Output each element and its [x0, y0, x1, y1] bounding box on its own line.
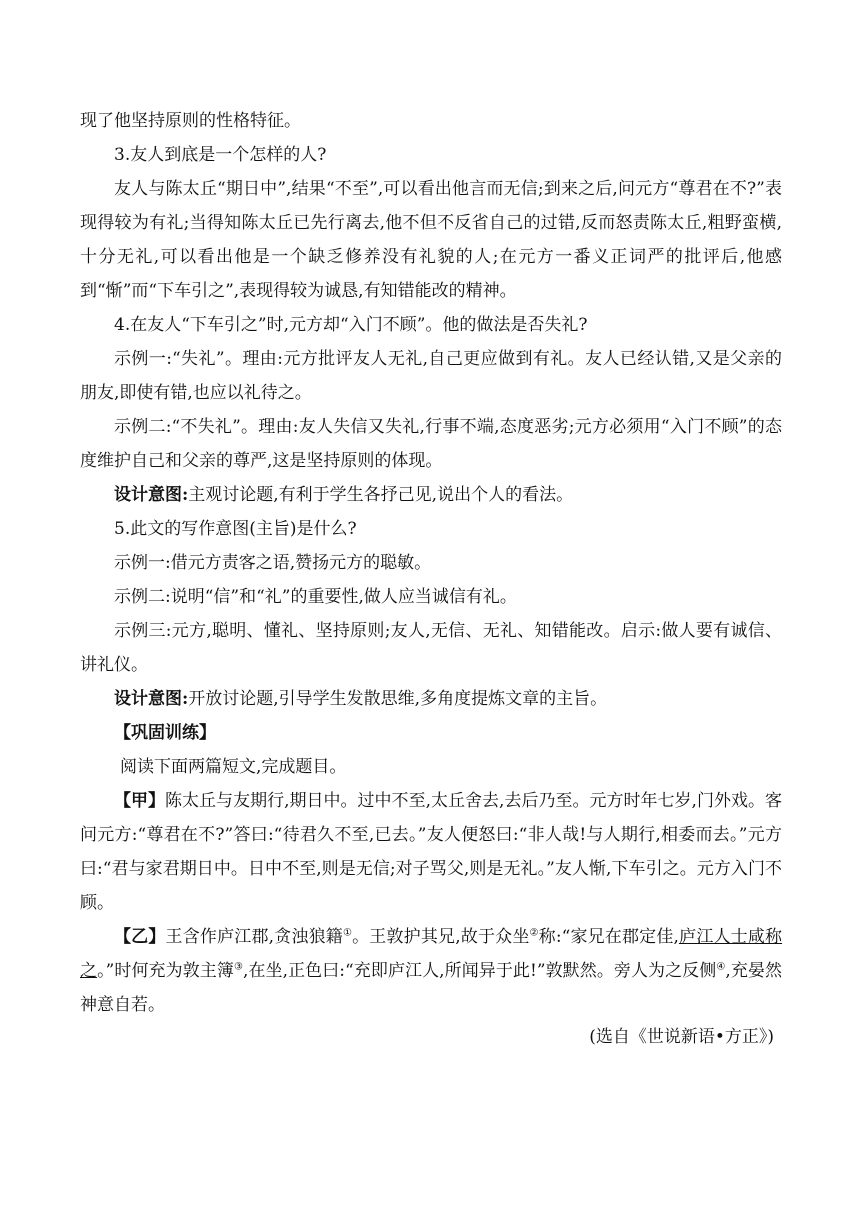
- passage-jia-text: 陈太丘与友期行,期日中。过中不至,太丘舍去,去后乃至。元方时年七岁,门外戏。客问元方:“尊君在不?”答曰:“待君久不至,已去。”友人便怒曰:“非人哉!与人期行,相委而去。”元方曰:“君与家君期日中。日中不至,则是无信;对子骂父,则是无礼。”友人惭,下车引之。元方入门不顾。: [80, 791, 782, 913]
- source-citation: (选自《世说新语•方正》): [589, 1027, 774, 1047]
- passage-yi: [80, 920, 782, 1022]
- underlined-phrase: 庐江人士咸称之: [80, 927, 783, 981]
- footnote-mark-3: ③: [233, 961, 243, 973]
- design-intent-text: 开放讨论题,引导学生发散思维,多角度提炼文章的主旨。: [188, 689, 608, 709]
- passage-yi-text: 称:“家兄在郡定佳,: [538, 927, 679, 947]
- answer-4-example-2: 示例二:“不失礼”。理由:友人失信又失礼,行事不端,态度恶劣;元方必须用“入门不顾”的态度维护自己和父亲的尊严,这是坚持原则的体现。: [80, 417, 782, 471]
- reading-instruction: 阅读下面两篇短文,完成题目。: [120, 757, 347, 777]
- passage-yi-text: ,在坐,正色曰:“充即庐江人,所闻异于此!”敦默然。旁人为之反侧: [242, 961, 717, 981]
- design-intent-label: 设计意图:: [114, 485, 189, 505]
- footnote-mark-2: ②: [529, 927, 539, 939]
- design-intent-4: [80, 478, 782, 512]
- answer-5-example-1: 示例一:借元方责客之语,赞扬元方的聪敏。: [114, 553, 432, 573]
- passage-yi-text: 王含作庐江郡,贪浊狼籍: [165, 927, 343, 947]
- passage-jia: [80, 784, 782, 920]
- design-intent-label: 设计意图:: [114, 689, 189, 709]
- answer-4-example-1: 示例一:“失礼”。理由:元方批评友人无礼,自己更应做到有礼。友人已经认错,又是父亲的朋友,即使有错,也应以礼待之。: [80, 349, 782, 403]
- passage-yi-text: ,充晏然神意自若。: [80, 961, 783, 1015]
- design-intent-text: 主观讨论题,有利于学生各抒己见,说出个人的看法。: [188, 485, 574, 505]
- passage-yi-text: 。王敦护其兄,故于众坐: [352, 927, 530, 947]
- answer-5-example-3: 示例三:元方,聪明、懂礼、坚持原则;友人,无信、无礼、知错能改。启示:做人要有诚信、讲礼仪。: [80, 621, 782, 675]
- passage-yi-text: 。”时何充为敦主簿: [97, 961, 234, 981]
- footnote-mark-4: ④: [716, 961, 726, 973]
- passage-yi-label: 【乙】: [114, 927, 166, 947]
- design-intent-5: [80, 682, 782, 716]
- question-3: 3.友人到底是一个怎样的人?: [114, 145, 327, 165]
- passage-jia-label: 【甲】: [114, 791, 166, 811]
- footnote-mark-1: ①: [342, 927, 353, 939]
- practice-section-title: 【巩固训练】: [114, 723, 216, 743]
- answer-3: 友人与陈太丘“期日中”,结果“不至”,可以看出他言而无信;到来之后,问元方“尊君在不?”表现得较为有礼;当得知陈太丘已先行离去,他不但不反省自己的过错,反而怒责陈太丘,粗野蛮横,十分无礼,可以看出他是一个缺乏修养没有礼貌的人;在元方一番义正词严的批评后,他感到“惭”而“下车引之”,表现得较为诚恳,有知错能改的精神。: [80, 179, 782, 301]
- answer-5-example-2: 示例二:说明“信”和“礼”的重要性,做人应当诚信有礼。: [114, 587, 517, 607]
- question-4: 4.在友人“下车引之”时,元方却“入门不顾”。他的做法是否失礼?: [114, 315, 588, 335]
- question-5: 5.此文的写作意图(主旨)是什么?: [114, 519, 357, 539]
- paragraph-continuation: 现了他坚持原则的性格特征。: [80, 111, 301, 131]
